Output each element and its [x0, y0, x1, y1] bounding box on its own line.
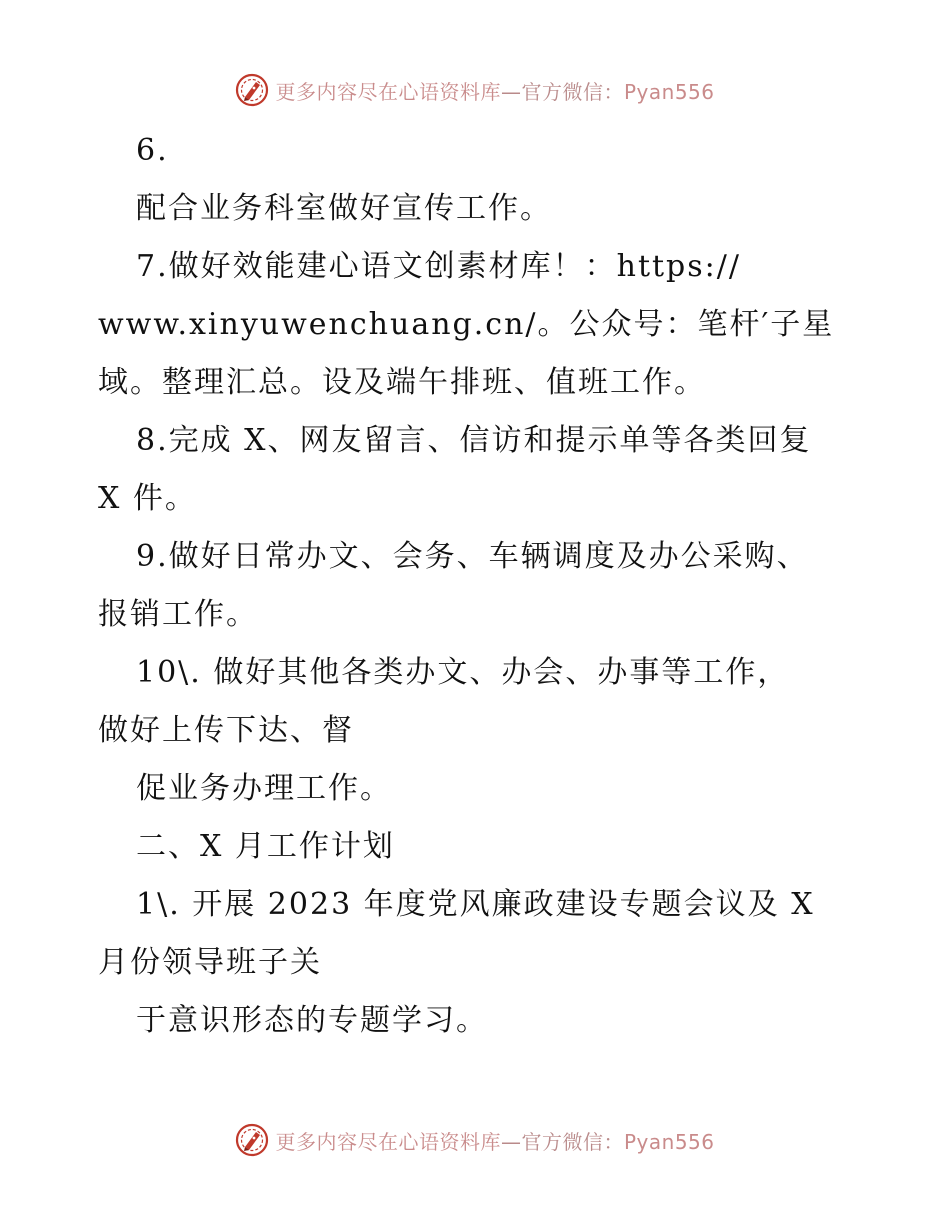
banner-wechat-label: 官方微信： — [521, 79, 624, 104]
footer-banner — [0, 1120, 950, 1160]
text-line: 9.做好日常办文、会务、车辆调度及办公采购、 — [136, 539, 809, 574]
text-line: 7.做好效能建心语文创素材库！：https:// — [136, 249, 741, 284]
text-line: 于意识形态的专题学习。 — [136, 1003, 488, 1038]
pen-nib-logo-icon — [235, 1123, 269, 1157]
text-line: www.xinyuwenchuang.cn/。公众号：笔杆′子星 — [98, 307, 835, 342]
banner-wechat-label: 官方微信： — [521, 1129, 624, 1154]
banner-wechat-id: Pyan556 — [623, 1129, 715, 1154]
text-line: 报销工作。 — [98, 597, 258, 632]
pen-nib-logo-icon — [235, 73, 269, 107]
banner-dash: — — [500, 79, 522, 104]
banner-text — [275, 76, 714, 105]
header-banner — [0, 70, 950, 110]
document-body — [98, 122, 858, 1050]
text-line: 配合业务科室做好宣传工作。 — [136, 191, 552, 226]
text-line: X 件。 — [98, 481, 197, 516]
text-line: 域。整理汇总。设及端午排班、值班工作。 — [98, 365, 706, 400]
text-line: 促业务办理工作。 — [136, 771, 392, 806]
banner-brand: 更多内容尽在心语资料库 — [275, 79, 501, 104]
text-line: 做好上传下达、督 — [98, 713, 354, 748]
banner-wechat-id: Pyan556 — [623, 79, 715, 104]
banner-text — [275, 1126, 714, 1155]
text-line: 二、X 月工作计划 — [136, 829, 395, 864]
text-line: 10\. 做好其他各类办文、办会、办事等工作， — [136, 655, 790, 690]
text-line: 6. — [136, 133, 169, 168]
text-line: 1\. 开展 2023 年度党风廉政建设专题会议及 X — [136, 887, 815, 922]
text-line: 月份领导班子关 — [98, 945, 322, 980]
banner-brand: 更多内容尽在心语资料库 — [275, 1129, 501, 1154]
banner-dash: — — [500, 1129, 522, 1154]
text-line: 8.完成 X、网友留言、信访和提示单等各类回复 — [136, 423, 812, 458]
